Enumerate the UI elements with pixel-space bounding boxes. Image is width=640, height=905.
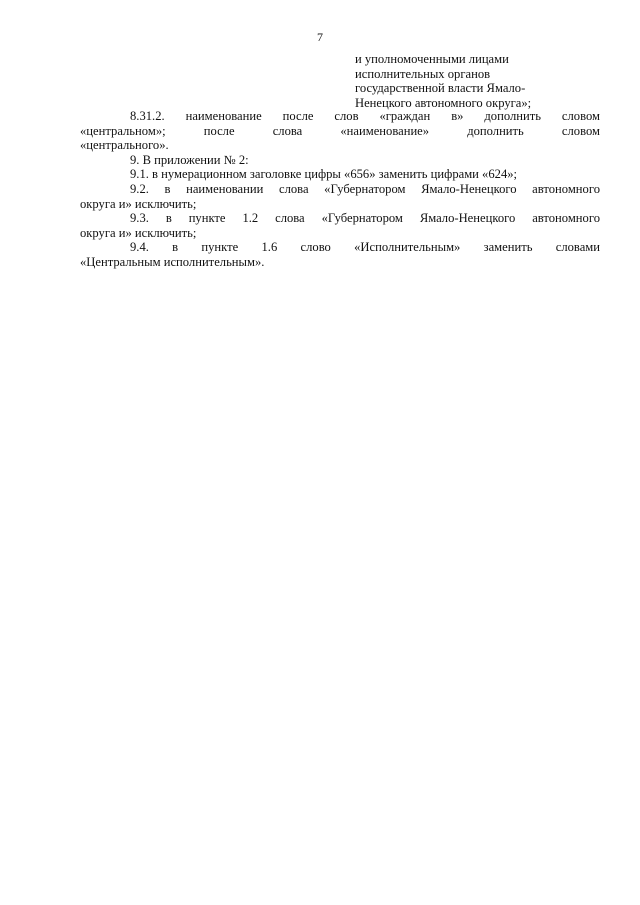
paragraph-9-2 (80, 182, 600, 211)
text-line: 9.4. в пункте 1.6 слово «Исполнительным» заменить словами (130, 240, 600, 255)
text-line: 9.2. в наименовании слова «Губернатором Ямало-Ненецкого автономного (130, 181, 600, 196)
text-line: округа и» исключить; (80, 196, 197, 211)
continued-cell-line: Ненецкого автономного округа»; (355, 95, 532, 110)
text-line: 9.3. в пункте 1.2 слова «Губернатором Ямало-Ненецкого автономного (130, 211, 600, 226)
text-line: «Центральным исполнительным». (80, 254, 265, 269)
text-line: «центрального». (80, 138, 169, 153)
paragraph-9-3 (80, 211, 600, 240)
continued-cell-line: государственной власти Ямало- (355, 81, 526, 96)
paragraph-8-31-2 (80, 109, 600, 153)
text-line: округа и» исключить; (80, 225, 197, 240)
paragraph-9 (80, 153, 600, 168)
page-number: 7 (317, 30, 323, 44)
continued-cell-line: и уполномоченными лицами (355, 52, 509, 66)
text-line: 9.1. в нумерационном заголовке цифры «656» заменить цифрами «624»; (130, 167, 518, 182)
paragraph-9-4 (80, 240, 600, 269)
text-line: 9. В приложении № 2: (130, 152, 249, 167)
text-line: «центральном»; после слова «наименование» дополнить словом (80, 123, 600, 138)
text-line: 8.31.2. наименование после слов «граждан в» дополнить словом (130, 109, 600, 123)
paragraph-9-1 (80, 167, 600, 182)
continued-cell-line: исполнительных органов (355, 66, 491, 81)
document-body (80, 109, 600, 270)
continued-table-cell (355, 52, 605, 110)
